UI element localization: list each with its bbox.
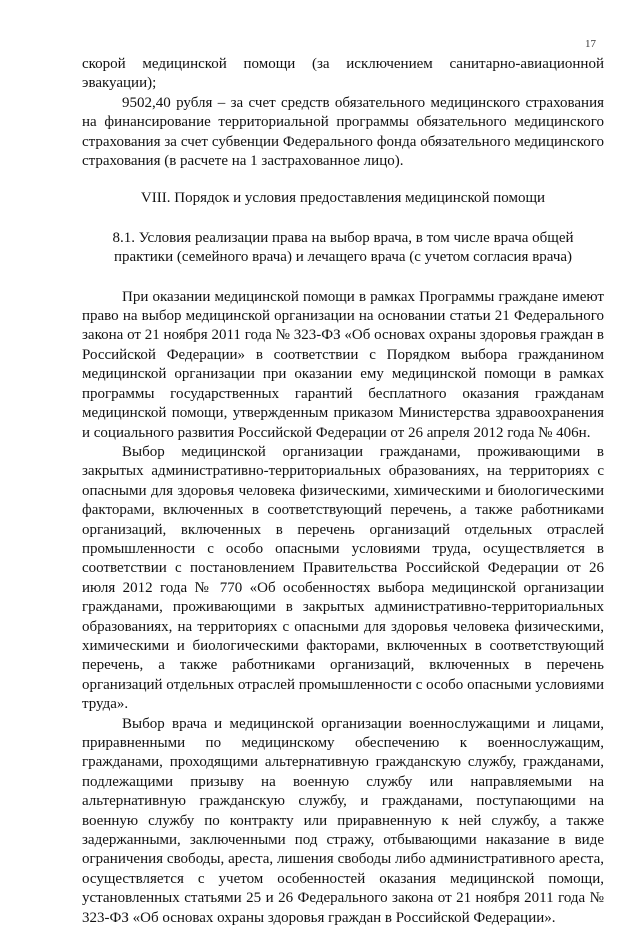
paragraph-body-3: Выбор врача и медицинской организации военнослужащими и лицами, приравненными по медицинскому обеспечению к военнослужащим, гражданами, проходящими альтернативную гражданскую службу, гражданами, подлежащими призыву на военную службу или направляемыми на альтернативную гражданскую службу, и гражданами, поступающими на военную службу по контракту или приравненную к ней службу, а также задержанными, заключенными под стражу, отбывающими наказание в виде ограничения свободы, ареста, лишения свободы либо административного ареста, осуществляется с учетом особенностей оказания медицинской помощи, установленных статьями 25 и 26 Федерального закона от 21 ноября 2011 года № 323-ФЗ «Об основах охраны здоровья граждан в Российской Федерации». [82,715,604,926]
paragraph-body-1: При оказании медицинской помощи в рамках Программы граждане имеют право на выбор медицинской организации на основании статьи 21 Федерального закона от 21 ноября 2011 года № 323-ФЗ «Об основах охраны здоровья граждан в Российской Федерации» в соответствии с Порядком выбора гражданином медицинской организации при оказании ему медицинской помощи в рамках программы государственных гарантий бесплатного оказания гражданам медицинской помощи, утвержденным приказом Министерства здравоохранения и социального развития Российской Федерации от 26 апреля 2012 года № 406н. [82,288,604,441]
page-number: 17 [585,38,596,50]
paragraph-continuation: скорой медицинской помощи (за исключением санитарно-авиационной эвакуации); [82,56,604,92]
paragraph-funding: 9502,40 рубля – за счет средств обязательного медицинского страхования на финансирование территориальной программы обязательного медицинского страхования за счет субвенции Федерального фонда обязательного медицинского страхования (в расчете на 1 застрахованное лицо). [82,94,604,170]
paragraph-body-2: Выбор медицинской организации гражданами, проживающими в закрытых административно-территориальных образованиях, на территориях с опасными для здоровья человека физическими, химическими и биологическими факторами, включенных в соответствующий перечень, а также работниками организаций, включенных в перечень организаций отдельных отраслей промышленности с особо опасными условиями труда, осуществляется в соответствии с постановлением Правительства Российской Федерации от 26 июля 2012 года № 770 «Об особенностях выбора медицинской организации гражданами, проживающими в закрытых административно-территориальных образованиях, на территориях с опасными для здоровья человека физическими, химическими и биологическими факторами, включенных в соответствующий перечень, а также работниками организаций, включенных в перечень организаций отдельных отраслей промышленности с особо опасными условиями труда». [82,443,604,713]
subsection-heading: 8.1. Условия реализации права на выбор врача, в том числе врача общей практики (семейного врача) и лечащего врача (с учетом согласия врача) [112,229,574,266]
section-heading: VIII. Порядок и условия предоставления медицинской помощи [140,190,546,207]
page-content [82,55,604,928]
